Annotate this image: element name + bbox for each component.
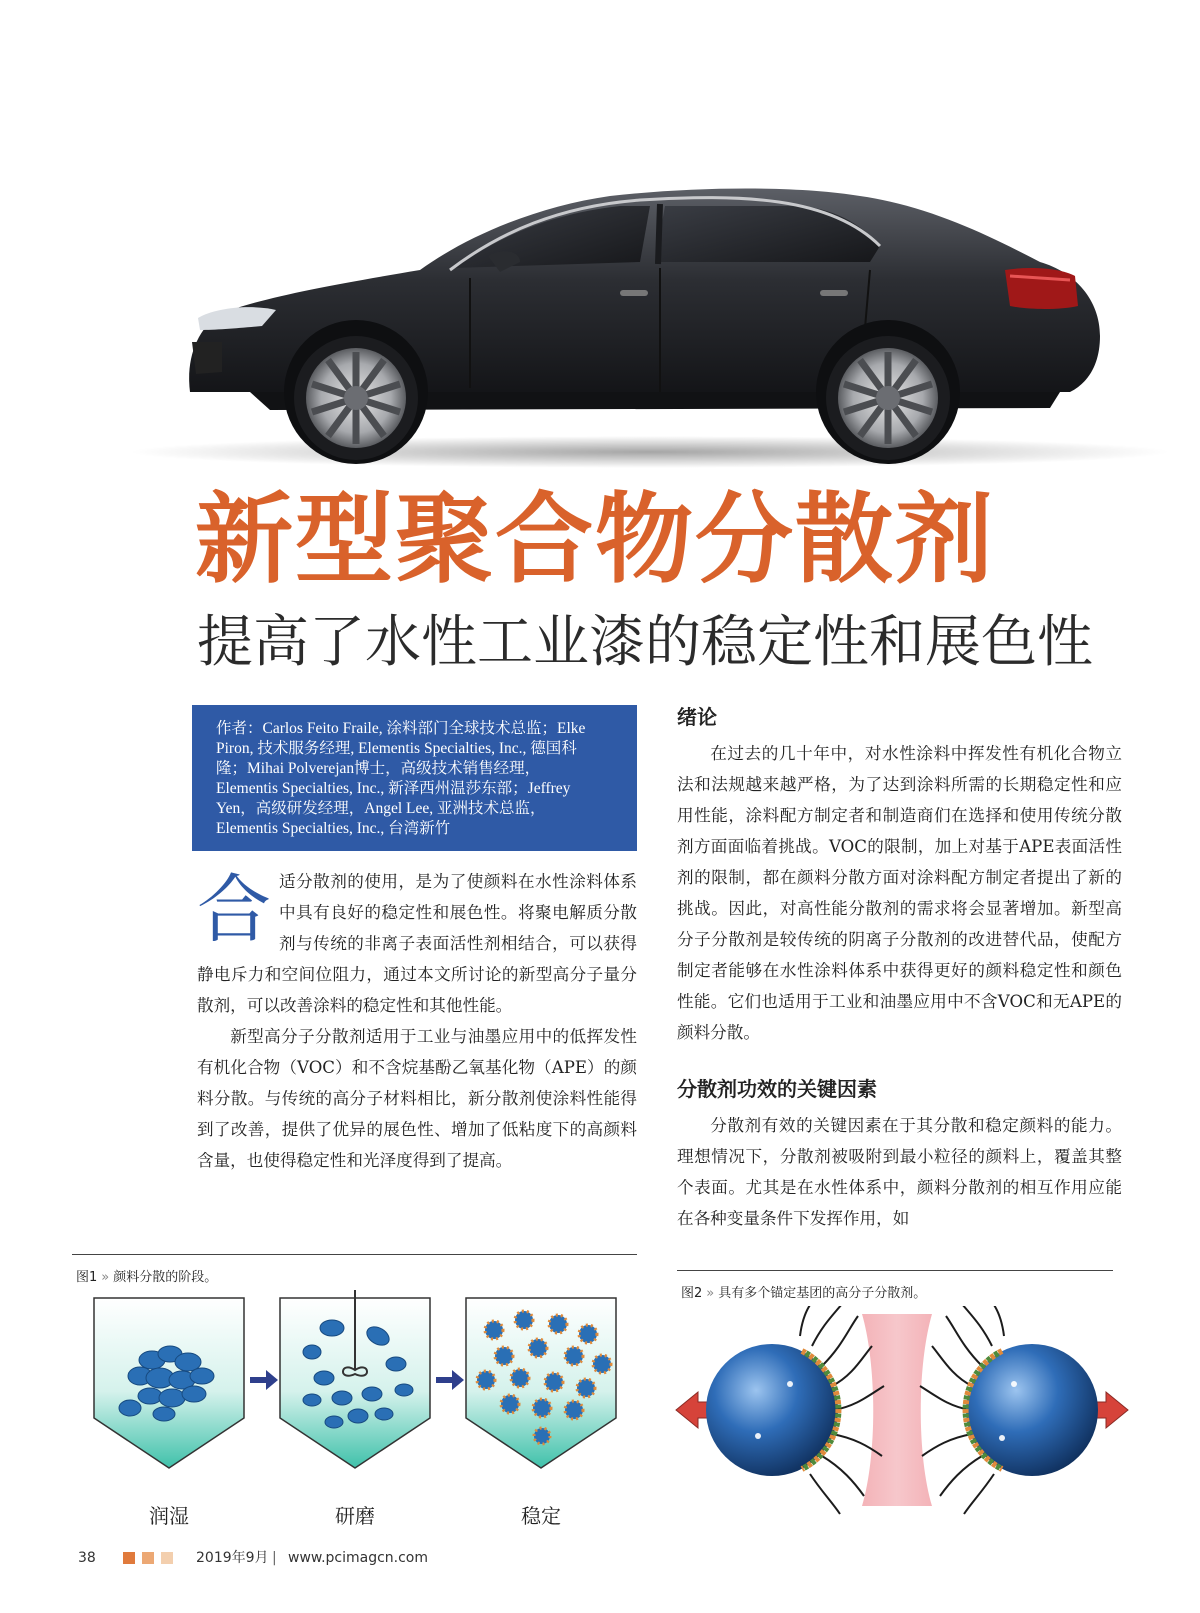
section-heading-key-factors: 分散剂功效的关键因素 (677, 1077, 877, 1101)
arrow-icon (436, 1370, 464, 1390)
article-subtitle: 提高了水性工业漆的稳定性和展色性 (197, 610, 1093, 675)
author-line: Piron, 技术服务经理, Elementis Specialties, Inc., 德国科 (216, 740, 577, 757)
author-line: 作者：Carlos Feito Fraile, 涂料部门全球技术总监；Elke (216, 720, 586, 737)
stage-label-stabilization: 稳定 (521, 1504, 561, 1528)
author-info-box (192, 705, 637, 851)
caption-separator: » (706, 1286, 715, 1301)
body-paragraph: 新型高分子分散剂适用于工业与油墨应用中的低挥发性有机化合物（VOC）和不含烷基酚乙氧基化物（APE）的颜料分散。与传统的高分子材料相比，新分散剂使涂料性能得到了改善，提供了优异的展色性、增加了低粘度下的高颜料含量，也使得稳定性和光泽度得到了提高。 (197, 1027, 637, 1170)
body-paragraph: 分散剂有效的关键因素在于其分散和稳定颜料的能力。理想情况下，分散剂被吸附到最小粒径的颜料上，覆盖其整个表面。尤其是在水性体系中，颜料分散剂的相互作用应能在各种变量条件下发挥作用，如 (677, 1116, 1122, 1228)
figure-divider (677, 1270, 1113, 1271)
pigment-dispersion-stages-diagram (80, 1290, 640, 1480)
body-paragraph: 在过去的几十年中，对水性涂料中挥发性有机化合物立法和法规越来越严格，为了达到涂料所需的长期稳定性和应用性能，涂料配方制定者和制造商们在选择和使用传统分散剂方面面临着挑战。VOC的限制，加上对基于APE表面活性剂的限制，都在颜料分散方面对涂料配方制定者提出了新的挑战。因此，对高性能分散剂的需求将会显著增加。新型高分子分散剂是较传统的阴离子分散剂的改进替代品，使配方制定者能够在水性涂料体系中获得更好的颜料稳定性和颜色性能。它们也适用于工业和油墨应用中不含VOC和无APE的颜料分散。 (677, 744, 1122, 1042)
left-column (197, 866, 637, 1176)
footer-square (123, 1552, 135, 1564)
stage-label-grinding: 研磨 (335, 1504, 375, 1528)
caption-separator: » (101, 1270, 110, 1285)
page-number: 38 (78, 1550, 96, 1566)
page-footer (78, 1546, 678, 1570)
figure-divider (72, 1254, 637, 1255)
issue-date: 2019年9月 (196, 1550, 269, 1566)
author-line: Elementis Specialties, Inc., 台湾新竹 (216, 820, 451, 837)
figure1-caption (76, 1266, 217, 1285)
author-line: Yen，高级研发经理，Angel Lee, 亚洲技术总监， (216, 800, 546, 817)
car-photo (0, 0, 1200, 480)
figure2-caption-text: 具有多个锚定基团的高分子分散剂。 (718, 1286, 927, 1301)
intro-paragraph: 适分散剂的使用，是为了使颜料在水性涂料体系中具有良好的稳定性和展色性。将聚电解质分散剂与传统的非离子表面活性剂相结合，可以获得静电斥力和空间位阻力，通过本文所讨论的新型高分子量分散剂，可以改善涂料的稳定性和其他性能。 (197, 872, 637, 1015)
right-column (677, 702, 1122, 1234)
figure1-label: 图1 (76, 1270, 98, 1285)
stage-label-wetting: 润湿 (149, 1504, 189, 1528)
footer-square (161, 1552, 173, 1564)
author-line: Elementis Specialties, Inc., 新泽西州温莎东部；Jeffrey (216, 780, 571, 797)
polymer-dispersant-diagram (672, 1306, 1132, 1516)
figure2-caption (681, 1282, 926, 1301)
figure2-label: 图2 (681, 1286, 703, 1301)
section-heading-introduction: 绪论 (677, 705, 717, 729)
article-title: 新型聚合物分散剂 (195, 483, 996, 597)
drop-cap: 合 (197, 867, 271, 953)
website-link[interactable]: www.pcimagcn.com (288, 1550, 429, 1566)
author-line: 隆；Mihai Polverejan博士，高级技术销售经理， (216, 760, 541, 777)
steric-barrier-zone (862, 1314, 932, 1506)
figure1-caption-text: 颜料分散的阶段。 (113, 1270, 218, 1285)
footer-divider: | (272, 1550, 277, 1566)
footer-square (142, 1552, 154, 1564)
arrow-icon (250, 1370, 278, 1390)
